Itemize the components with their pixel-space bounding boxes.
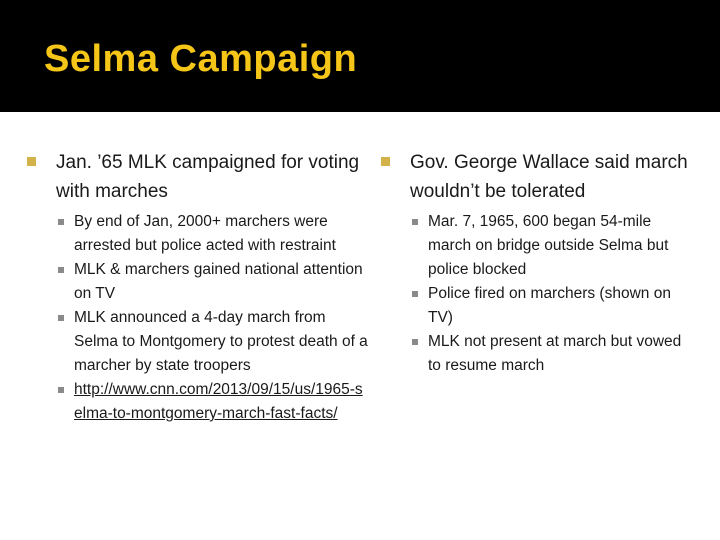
square-bullet-icon [58, 219, 64, 225]
square-bullet-icon [58, 387, 64, 393]
square-bullet-icon [58, 315, 64, 321]
left-main-bullet-text: Jan. ’65 MLK campaigned for voting with marches [56, 152, 360, 202]
list-item [24, 378, 370, 426]
list-item-text: By end of Jan, 2000+ marchers were arrested but police acted with restraint [74, 213, 336, 254]
square-bullet-icon [381, 157, 390, 166]
left-sub-bullets [24, 210, 370, 426]
list-item-text: Mar. 7, 1965, 600 began 54-mile march on bridge outside Selma but police blocked [428, 213, 669, 278]
list-item [24, 306, 370, 378]
list-item [378, 282, 698, 330]
list-item [378, 330, 698, 378]
right-main-bullet-text: Gov. George Wallace said march wouldn’t be tolerated [410, 152, 688, 202]
list-item-text: MLK & marchers gained national attention on TV [74, 261, 363, 302]
square-bullet-icon [58, 267, 64, 273]
list-item-text: MLK not present at march but vowed to resume march [428, 333, 682, 374]
title-bar [0, 0, 720, 112]
list-item [378, 210, 698, 282]
slide-title: Selma Campaign [44, 38, 358, 80]
list-item-text: Police fired on marchers (shown on TV) [428, 285, 671, 326]
list-item [24, 258, 370, 306]
left-main-bullet [24, 148, 370, 206]
square-bullet-icon [412, 339, 418, 345]
right-main-bullet [378, 148, 698, 206]
square-bullet-icon [412, 219, 418, 225]
left-column [24, 148, 370, 426]
right-sub-bullets [378, 210, 698, 378]
right-column [378, 148, 698, 378]
square-bullet-icon [27, 157, 36, 166]
list-item [24, 210, 370, 258]
list-item-text: MLK announced a 4-day march from Selma to Montgomery to protest death of a marcher by state troopers [74, 309, 368, 374]
square-bullet-icon [412, 291, 418, 297]
cnn-link[interactable]: http://www.cnn.com/2013/09/15/us/1965-selma-to-montgomery-march-fast-facts/ [74, 381, 363, 422]
